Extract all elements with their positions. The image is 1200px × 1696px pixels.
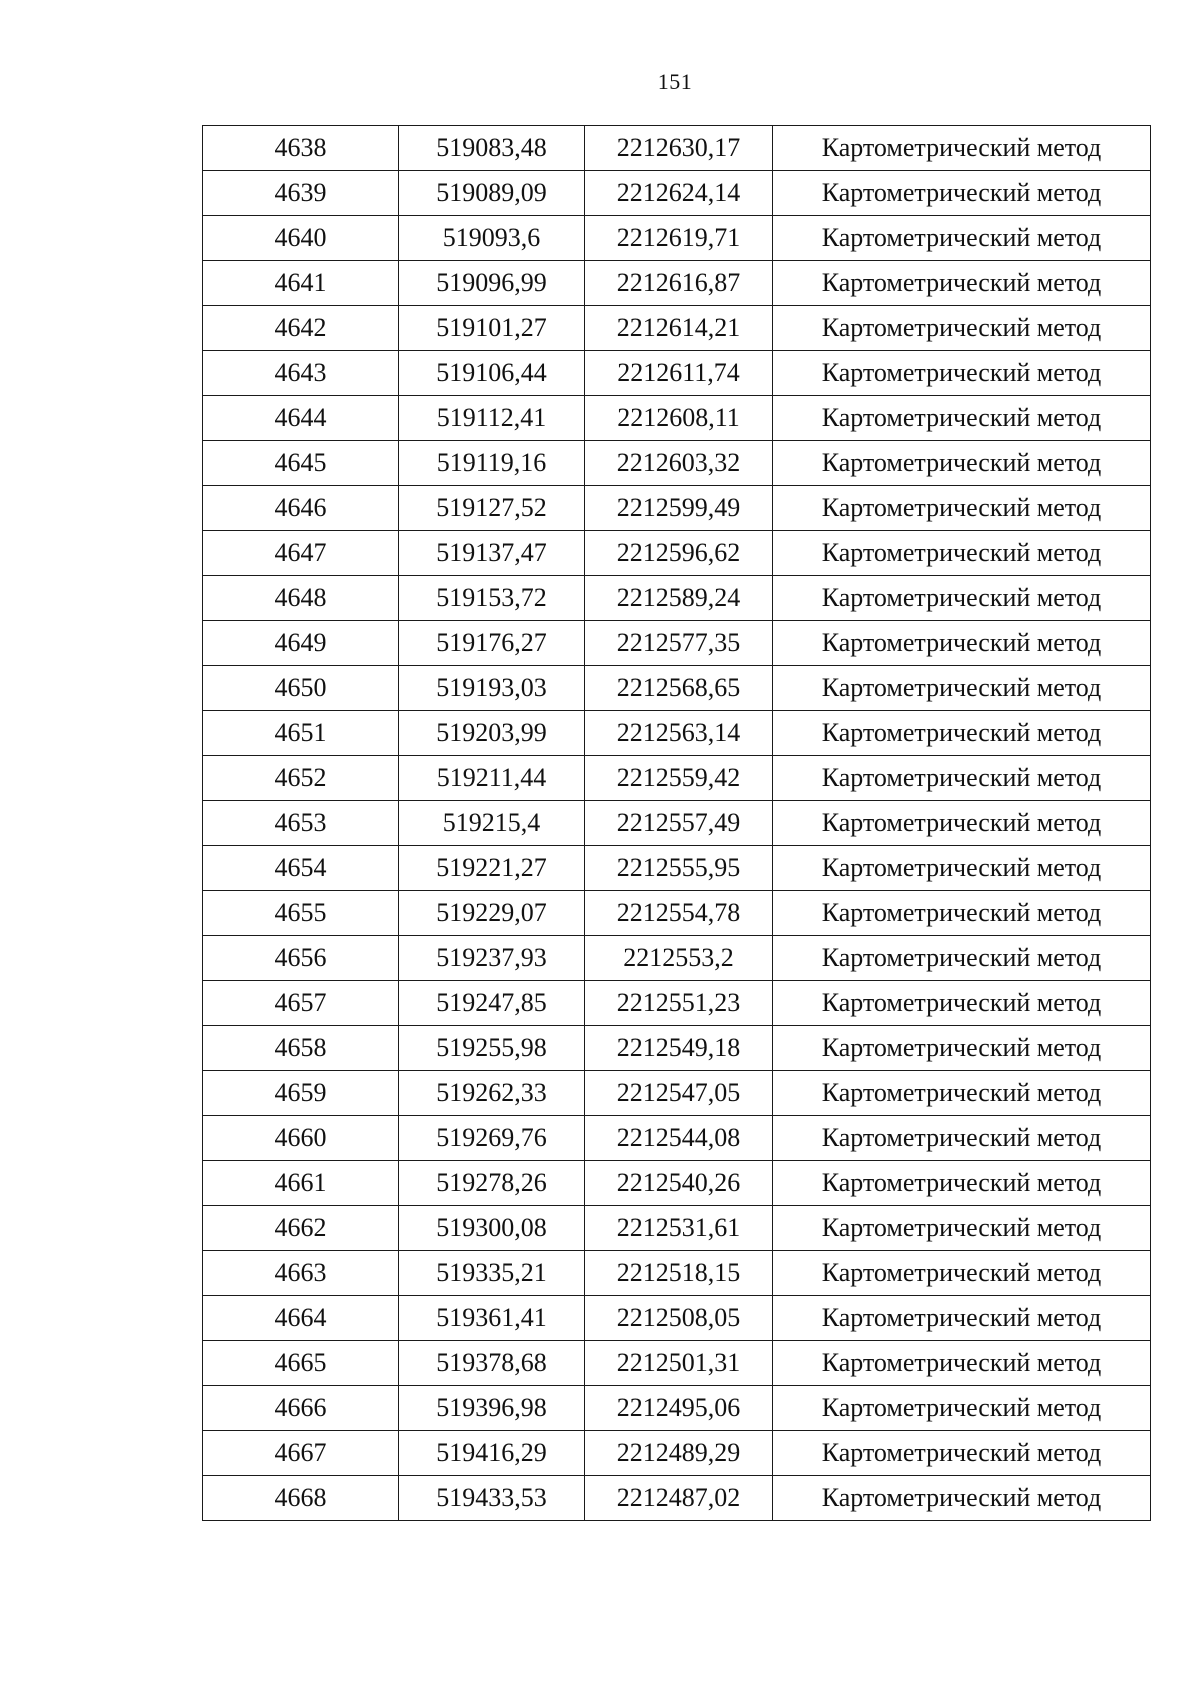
- method-cell: Картометрический метод: [773, 1431, 1151, 1476]
- method-cell: Картометрический метод: [773, 756, 1151, 801]
- y-coordinate-cell: 2212547,05: [585, 1071, 773, 1116]
- point-number-cell: 4640: [203, 216, 399, 261]
- table-row: [203, 981, 1151, 1026]
- table-row: [203, 891, 1151, 936]
- table-row: [203, 126, 1151, 171]
- x-coordinate-cell: 519137,47: [399, 531, 585, 576]
- y-coordinate-cell: 2212518,15: [585, 1251, 773, 1296]
- x-coordinate-cell: 519378,68: [399, 1341, 585, 1386]
- x-coordinate-cell: 519093,6: [399, 216, 585, 261]
- x-coordinate-cell: 519119,16: [399, 441, 585, 486]
- point-number-cell: 4638: [203, 126, 399, 171]
- table-row: [203, 711, 1151, 756]
- method-cell: Картометрический метод: [773, 936, 1151, 981]
- x-coordinate-cell: 519211,44: [399, 756, 585, 801]
- point-number-cell: 4668: [203, 1476, 399, 1521]
- y-coordinate-cell: 2212630,17: [585, 126, 773, 171]
- x-coordinate-cell: 519127,52: [399, 486, 585, 531]
- method-cell: Картометрический метод: [773, 666, 1151, 711]
- x-coordinate-cell: 519221,27: [399, 846, 585, 891]
- point-number-cell: 4658: [203, 1026, 399, 1071]
- point-number-cell: 4660: [203, 1116, 399, 1161]
- point-number-cell: 4656: [203, 936, 399, 981]
- y-coordinate-cell: 2212563,14: [585, 711, 773, 756]
- method-cell: Картометрический метод: [773, 891, 1151, 936]
- method-cell: Картометрический метод: [773, 801, 1151, 846]
- point-number-cell: 4639: [203, 171, 399, 216]
- method-cell: Картометрический метод: [773, 981, 1151, 1026]
- x-coordinate-cell: 519112,41: [399, 396, 585, 441]
- method-cell: Картометрический метод: [773, 576, 1151, 621]
- table-row: [203, 1206, 1151, 1251]
- method-cell: Картометрический метод: [773, 306, 1151, 351]
- y-coordinate-cell: 2212555,95: [585, 846, 773, 891]
- x-coordinate-cell: 519089,09: [399, 171, 585, 216]
- method-cell: Картометрический метод: [773, 261, 1151, 306]
- x-coordinate-cell: 519361,41: [399, 1296, 585, 1341]
- x-coordinate-cell: 519396,98: [399, 1386, 585, 1431]
- y-coordinate-cell: 2212589,24: [585, 576, 773, 621]
- method-cell: Картометрический метод: [773, 1116, 1151, 1161]
- method-cell: Картометрический метод: [773, 1386, 1151, 1431]
- point-number-cell: 4661: [203, 1161, 399, 1206]
- x-coordinate-cell: 519153,72: [399, 576, 585, 621]
- point-number-cell: 4644: [203, 396, 399, 441]
- y-coordinate-cell: 2212540,26: [585, 1161, 773, 1206]
- x-coordinate-cell: 519106,44: [399, 351, 585, 396]
- method-cell: Картометрический метод: [773, 711, 1151, 756]
- y-coordinate-cell: 2212508,05: [585, 1296, 773, 1341]
- point-number-cell: 4666: [203, 1386, 399, 1431]
- method-cell: Картометрический метод: [773, 1476, 1151, 1521]
- table-row: [203, 1386, 1151, 1431]
- y-coordinate-cell: 2212549,18: [585, 1026, 773, 1071]
- x-coordinate-cell: 519300,08: [399, 1206, 585, 1251]
- table-row: [203, 666, 1151, 711]
- method-cell: Картометрический метод: [773, 216, 1151, 261]
- y-coordinate-cell: 2212611,74: [585, 351, 773, 396]
- x-coordinate-cell: 519433,53: [399, 1476, 585, 1521]
- y-coordinate-cell: 2212551,23: [585, 981, 773, 1026]
- y-coordinate-cell: 2212624,14: [585, 171, 773, 216]
- y-coordinate-cell: 2212608,11: [585, 396, 773, 441]
- method-cell: Картометрический метод: [773, 171, 1151, 216]
- point-number-cell: 4654: [203, 846, 399, 891]
- x-coordinate-cell: 519229,07: [399, 891, 585, 936]
- table-row: [203, 756, 1151, 801]
- x-coordinate-cell: 519101,27: [399, 306, 585, 351]
- method-cell: Картометрический метод: [773, 351, 1151, 396]
- point-number-cell: 4643: [203, 351, 399, 396]
- method-cell: Картометрический метод: [773, 531, 1151, 576]
- y-coordinate-cell: 2212568,65: [585, 666, 773, 711]
- x-coordinate-cell: 519278,26: [399, 1161, 585, 1206]
- point-number-cell: 4650: [203, 666, 399, 711]
- x-coordinate-cell: 519203,99: [399, 711, 585, 756]
- y-coordinate-cell: 2212554,78: [585, 891, 773, 936]
- y-coordinate-cell: 2212557,49: [585, 801, 773, 846]
- x-coordinate-cell: 519083,48: [399, 126, 585, 171]
- point-number-cell: 4663: [203, 1251, 399, 1296]
- table-row: [203, 621, 1151, 666]
- table-row: [203, 396, 1151, 441]
- y-coordinate-cell: 2212596,62: [585, 531, 773, 576]
- table-row: [203, 486, 1151, 531]
- method-cell: Картометрический метод: [773, 846, 1151, 891]
- x-coordinate-cell: 519247,85: [399, 981, 585, 1026]
- method-cell: Картометрический метод: [773, 126, 1151, 171]
- coordinates-table: [202, 125, 1151, 1521]
- table-row: [203, 801, 1151, 846]
- point-number-cell: 4655: [203, 891, 399, 936]
- table-row: [203, 1251, 1151, 1296]
- y-coordinate-cell: 2212531,61: [585, 1206, 773, 1251]
- table-row: [203, 1116, 1151, 1161]
- point-number-cell: 4657: [203, 981, 399, 1026]
- method-cell: Картометрический метод: [773, 1026, 1151, 1071]
- method-cell: Картометрический метод: [773, 396, 1151, 441]
- y-coordinate-cell: 2212553,2: [585, 936, 773, 981]
- point-number-cell: 4665: [203, 1341, 399, 1386]
- point-number-cell: 4659: [203, 1071, 399, 1116]
- y-coordinate-cell: 2212489,29: [585, 1431, 773, 1476]
- y-coordinate-cell: 2212544,08: [585, 1116, 773, 1161]
- point-number-cell: 4667: [203, 1431, 399, 1476]
- point-number-cell: 4653: [203, 801, 399, 846]
- y-coordinate-cell: 2212599,49: [585, 486, 773, 531]
- x-coordinate-cell: 519237,93: [399, 936, 585, 981]
- point-number-cell: 4642: [203, 306, 399, 351]
- method-cell: Картометрический метод: [773, 621, 1151, 666]
- coordinates-table-body: [203, 126, 1151, 1521]
- point-number-cell: 4649: [203, 621, 399, 666]
- method-cell: Картометрический метод: [773, 1071, 1151, 1116]
- x-coordinate-cell: 519262,33: [399, 1071, 585, 1116]
- method-cell: Картометрический метод: [773, 1251, 1151, 1296]
- table-row: [203, 351, 1151, 396]
- point-number-cell: 4648: [203, 576, 399, 621]
- point-number-cell: 4645: [203, 441, 399, 486]
- table-row: [203, 216, 1151, 261]
- table-row: [203, 261, 1151, 306]
- table-row: [203, 531, 1151, 576]
- table-row: [203, 171, 1151, 216]
- point-number-cell: 4647: [203, 531, 399, 576]
- x-coordinate-cell: 519255,98: [399, 1026, 585, 1071]
- x-coordinate-cell: 519215,4: [399, 801, 585, 846]
- table-row: [203, 1341, 1151, 1386]
- y-coordinate-cell: 2212577,35: [585, 621, 773, 666]
- table-row: [203, 1431, 1151, 1476]
- point-number-cell: 4646: [203, 486, 399, 531]
- table-row: [203, 576, 1151, 621]
- y-coordinate-cell: 2212495,06: [585, 1386, 773, 1431]
- table-row: [203, 1476, 1151, 1521]
- x-coordinate-cell: 519176,27: [399, 621, 585, 666]
- y-coordinate-cell: 2212559,42: [585, 756, 773, 801]
- table-row: [203, 1296, 1151, 1341]
- point-number-cell: 4662: [203, 1206, 399, 1251]
- point-number-cell: 4651: [203, 711, 399, 756]
- x-coordinate-cell: 519416,29: [399, 1431, 585, 1476]
- table-row: [203, 306, 1151, 351]
- method-cell: Картометрический метод: [773, 441, 1151, 486]
- method-cell: Картометрический метод: [773, 1206, 1151, 1251]
- x-coordinate-cell: 519193,03: [399, 666, 585, 711]
- table-row: [203, 1071, 1151, 1116]
- point-number-cell: 4641: [203, 261, 399, 306]
- table-row: [203, 441, 1151, 486]
- point-number-cell: 4652: [203, 756, 399, 801]
- table-row: [203, 1161, 1151, 1206]
- x-coordinate-cell: 519269,76: [399, 1116, 585, 1161]
- y-coordinate-cell: 2212616,87: [585, 261, 773, 306]
- page-number: 151: [657, 69, 693, 94]
- method-cell: Картометрический метод: [773, 1341, 1151, 1386]
- method-cell: Картометрический метод: [773, 1296, 1151, 1341]
- table-row: [203, 936, 1151, 981]
- x-coordinate-cell: 519096,99: [399, 261, 585, 306]
- y-coordinate-cell: 2212619,71: [585, 216, 773, 261]
- method-cell: Картометрический метод: [773, 1161, 1151, 1206]
- x-coordinate-cell: 519335,21: [399, 1251, 585, 1296]
- y-coordinate-cell: 2212501,31: [585, 1341, 773, 1386]
- y-coordinate-cell: 2212487,02: [585, 1476, 773, 1521]
- table-row: [203, 1026, 1151, 1071]
- table-row: [203, 846, 1151, 891]
- y-coordinate-cell: 2212603,32: [585, 441, 773, 486]
- y-coordinate-cell: 2212614,21: [585, 306, 773, 351]
- point-number-cell: 4664: [203, 1296, 399, 1341]
- method-cell: Картометрический метод: [773, 486, 1151, 531]
